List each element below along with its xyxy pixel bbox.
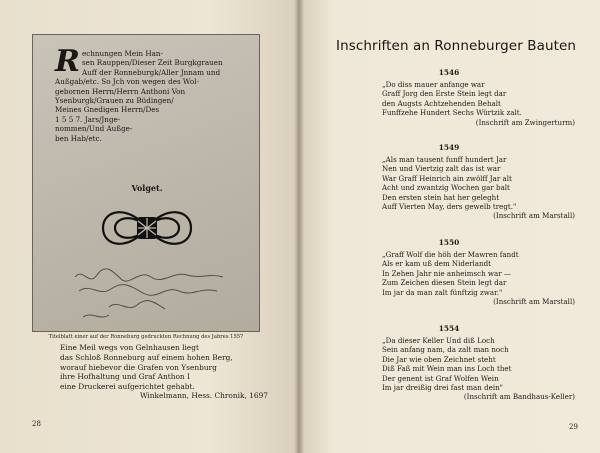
- inscription-verse: [382, 336, 587, 402]
- verse-line: Funffzehe Hundert Sechs Würtzik zalt.: [382, 108, 522, 118]
- inscription-source: (Inschrift am Marstall): [493, 211, 575, 221]
- verse-line: In Zehen Jahr nie anheimsch war —: [382, 268, 511, 278]
- page-number-right: 29: [569, 423, 578, 431]
- quote-line: das Schloß Ronneburg auf einem hohen Berg,: [60, 352, 233, 362]
- verse-line: Zum Zeichen diesen Stein legt dar: [382, 278, 507, 288]
- verse-line: Graff Jorg den Erste Stein legt dar: [382, 89, 507, 99]
- verse-line: Im jar da man zalt fünftzig zwar.": [382, 287, 503, 297]
- quote-line: worauf hiebevor die Grafen von Ysenburg: [60, 362, 217, 372]
- inscription-source: (Inschrift am Zwingerturm): [475, 117, 575, 127]
- verse-line: Die Jar wie oben Zeichnet steht: [382, 354, 496, 364]
- verse-line: den Augsts Achtzehenden Behalt: [382, 98, 501, 108]
- quote-line: Eine Meil wegs von Gelnhausen liegt: [60, 343, 199, 352]
- facsimile-title-page: [32, 34, 260, 332]
- facsimile-text: echnungen Mein Han- sen Rauppen/Dieser Zeit Burgkgrauen Auff der Ronneburgk/Aller Jnnam und Außgab/etc. So Jch von wegen des Wol- gebornen Herrn/Herrn Anthoni Von Ysenburgk/Grauen zu Büdingen/ Meines Gnedigen Herrn/Des 1 5 5 7. Jars/Jnge- nommen/Und Außge- ben Hab/etc.: [55, 49, 223, 143]
- inscription-year: 1549: [438, 143, 460, 152]
- facsimile-drop-cap: R: [55, 44, 80, 79]
- verse-line: „Da dieser Keller Und diß Loch: [382, 336, 495, 345]
- inscription-year: 1554: [438, 324, 460, 333]
- verse-line: „Do diss mauer anfange war: [382, 80, 485, 89]
- verse-line: Sein anfang nam, da zalt man noch: [382, 345, 509, 355]
- left-page: [0, 0, 298, 453]
- verse-line: Als er kam uß dem Niderlandt: [382, 259, 491, 269]
- page-title: Inschriften an Ronneburger Bauten: [336, 38, 577, 54]
- inscription-verse: [382, 250, 587, 306]
- verse-line: Nen und Viertzig zalt das ist war: [382, 164, 501, 174]
- verse-line: Der genent ist Graf Wolfen Wein: [382, 373, 499, 383]
- right-page: [298, 0, 600, 453]
- inscription-source: (Inschrift am Bandhaus-Keller): [463, 392, 575, 402]
- inscription-year: 1546: [438, 68, 460, 77]
- facsimile-text-block: [55, 44, 243, 143]
- verse-line: „Graff Wolf die höh der Mawren fandt: [382, 250, 519, 259]
- chronicle-quote: [60, 343, 260, 392]
- verse-line: Acht und zwantzig Wochen gar balt: [382, 183, 510, 193]
- inscription-verse: [382, 155, 587, 221]
- facsimile-volget: Volget.: [131, 183, 163, 193]
- inscription-source: (Inschrift am Marstall): [493, 297, 575, 307]
- quote-line: eine Druckerei aufgerichtet gehabt.: [60, 382, 195, 392]
- verse-line: War Graff Heinrich ain zwölff Jar alt: [382, 173, 512, 183]
- quote-source: Winkelmann, Hess. Chronik, 1697: [139, 391, 268, 400]
- plate-caption: Titelblatt einer auf der Ronneburg gedruckten Rechnung des Jahres 1557: [48, 334, 244, 340]
- handwritten-signature-icon: [69, 263, 229, 325]
- ornamental-knot-icon: [99, 199, 195, 257]
- verse-line: Auff Vierten May, ders gewelb tregt.": [382, 202, 517, 212]
- page-number-left: 28: [32, 420, 41, 428]
- inscription-verse: [382, 80, 587, 127]
- verse-line: Im jar dreißig drei fast man dein": [382, 383, 503, 393]
- verse-line: Den ersten stein hat her geleght: [382, 192, 500, 202]
- quote-line: ihre Hofhaltung und Graf Anthon I: [60, 372, 190, 382]
- inscription-year: 1550: [438, 238, 460, 247]
- verse-line: „Als man tausent funff hundert Jar: [382, 155, 507, 164]
- verse-line: Diß Faß mit Wein man ins Loch thet: [382, 364, 512, 374]
